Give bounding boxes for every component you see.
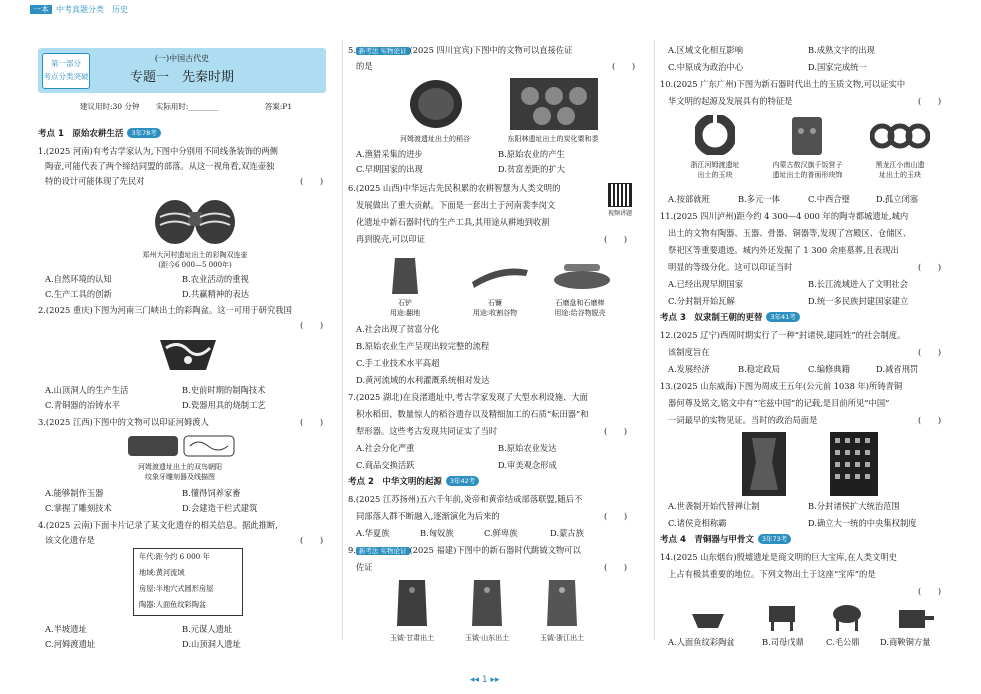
option-c[interactable]: C.青铜器的冶铸水平 <box>45 400 121 410</box>
q1-text: 特的设计可能体现了先民对 <box>45 176 145 186</box>
figure-caption: 址出土的玉玦 <box>879 171 921 179</box>
option-a[interactable]: A.已经出现早期国家 <box>668 279 744 289</box>
card-line: 房屋:半地穴式圆形房屋 <box>139 584 214 593</box>
figure-caption: 用途:给谷物脱壳 <box>554 309 606 317</box>
figure-caption: 用途:翻地 <box>389 309 421 317</box>
option-a[interactable]: A.人面鱼纹彩陶盆 <box>668 637 735 647</box>
maogong-ding-image <box>830 602 864 632</box>
page-header <box>30 4 128 15</box>
option-a[interactable]: A.渔猎采集的进步 <box>356 149 423 159</box>
option-d[interactable]: D.减省刑罚 <box>876 364 919 374</box>
option-a[interactable]: A.社会分化严重 <box>356 443 415 453</box>
stone-shovel-image <box>390 256 420 296</box>
section-heading-3: 考点 3 奴隶制王朝的更替 3年41考 <box>660 312 800 324</box>
q6-text: 6.(2025 山西)中华远古先民积累的农耕智慧为人类文明的 <box>348 183 561 193</box>
answer-paren: ( ) <box>604 562 628 572</box>
option-c[interactable]: C.河姆渡遗址 <box>45 639 96 649</box>
q10-text: 华文明的起源及发展具有的特征是 <box>668 96 793 106</box>
option-b[interactable]: B.稳定政局 <box>738 364 780 374</box>
option-c[interactable]: C.毛公鼎 <box>826 637 860 647</box>
figure-caption: 遗址出土的普面形玦饰 <box>772 171 843 179</box>
option-c[interactable]: C.生产工具的创新 <box>45 289 112 299</box>
q6-text: 发展做出了重大贡献。下面是一套出土于河南裴李岗文 <box>356 200 556 210</box>
option-c[interactable]: C.手工业技术水平高超 <box>356 358 440 368</box>
q11-text: 祭祀区等重要遗迹。城内外还发掘了 1 300 余座墓葬,且表现出 <box>668 245 899 255</box>
q6-text: 再到脱壳,可以印证 <box>356 234 426 244</box>
option-b[interactable]: B.匈奴族 <box>420 528 454 538</box>
column-divider <box>342 40 343 640</box>
qr-code[interactable] <box>608 183 632 207</box>
option-a[interactable]: A.半坡遗址 <box>45 624 87 634</box>
q8-text: 8.(2025 江苏扬州)五六千年前,炎帝和黄帝结成部落联盟,随后不 <box>348 494 583 504</box>
inscription-rubbing-image <box>830 432 878 496</box>
q4-text: 4.(2025 云南)下面卡片记录了某文化遗存的相关信息。据此推断, <box>38 520 278 530</box>
answer-paren: ( ) <box>918 415 942 425</box>
option-a[interactable]: A.能够制作玉器 <box>45 488 104 498</box>
option-a[interactable]: A.华夏族 <box>356 528 390 538</box>
section-pill: 3年41考 <box>766 312 799 322</box>
option-a[interactable]: A.山顶洞人的生产生活 <box>45 385 129 395</box>
option-a[interactable]: A.区域文化相互影响 <box>668 45 744 55</box>
option-b[interactable]: B.原始农业发达 <box>498 443 557 453</box>
option-b[interactable]: B.原始农业生产呈现出较完整的流程 <box>356 341 490 351</box>
q12-text: 12.(2025 辽宁)西周时期实行了一种“封诸侯,建同姓”的社会制度。 <box>660 330 906 340</box>
answer-paren: ( ) <box>918 347 942 357</box>
section-heading-1: 考点 1 原始农耕生活 3年78考 <box>38 128 161 140</box>
option-b[interactable]: B.多元一体 <box>738 194 780 204</box>
q5-text: 5. 新考法 实物论证 (2025 四川宜宾)下图中的文物可以直接佐证 <box>348 45 573 55</box>
option-b[interactable]: B.史前时期的制陶技术 <box>182 385 266 395</box>
figure-caption: 河姆渡遗址出土的双鸟朝阳 <box>138 463 222 471</box>
option-c[interactable]: C.诸侯竞相称霸 <box>668 518 727 528</box>
banner-title: 专题一 先秦时期 <box>129 70 234 85</box>
q8-text: 同部落人群不断融入,逐渐演化为后来的 <box>356 511 500 521</box>
option-b[interactable]: B.原始农业的产生 <box>498 149 565 159</box>
millet-image <box>510 78 598 130</box>
option-c[interactable]: C.分封制开始瓦解 <box>668 296 735 306</box>
option-d[interactable]: D.审美观念形成 <box>498 460 557 470</box>
answer-paren: ( ) <box>300 320 324 330</box>
info-card <box>133 548 243 616</box>
q6-text: 化遗址中新石器时代的生产工具,其用途从耕地到收割 <box>356 217 550 227</box>
new-method-tag: 新考法 实物论证 <box>356 47 410 55</box>
q7-text: 积水稻田、数量惊人的稻谷遗存以及精细加工的石质“耘田器”和 <box>356 409 589 419</box>
q11-text: 明显的等级分化。这可以印证当时 <box>668 262 793 272</box>
q9-text: 9. 新考法 实物论证 (2025 福建)下图中的新石器时代跳钺文物可以 <box>348 545 581 555</box>
q2-text: 2.(2025 重庆)下图为河南三门峡出土的彩陶盆。这一可用于研究我国 <box>38 305 292 315</box>
option-d[interactable]: D.山顶洞人遗址 <box>182 639 241 649</box>
meta-line <box>80 101 330 112</box>
option-d[interactable]: D.黄河流域的水利灌溉系统相对发达 <box>356 375 490 385</box>
figure-caption: 玉钺·甘肃出土 <box>389 634 435 642</box>
option-d[interactable]: D.贫富差距的扩大 <box>498 164 566 174</box>
option-c[interactable]: C.中原成为政治中心 <box>668 62 744 72</box>
figure-caption: 浙江河姆渡遗址 <box>690 161 740 169</box>
option-d[interactable]: D.共赢精神的表达 <box>182 289 250 299</box>
q11-text: 11.(2025 四川泸州)距今约 4 300—4 000 年的陶寺都城遗址,城内 <box>660 211 909 221</box>
figure-caption: 黑龙江小南山遗 <box>875 161 925 169</box>
option-c[interactable]: C.早期国家的出现 <box>356 164 423 174</box>
answer-paren: ( ) <box>604 511 628 521</box>
jade-axe-image <box>470 578 504 628</box>
option-c[interactable]: C.掌握了雕刻技术 <box>45 503 112 513</box>
new-method-tag: 新考法 实物论证 <box>356 547 410 555</box>
q1-text: 1.(2025 河南)有考古学家认为,下图中分别用不同线条装饰的两侧 <box>38 146 278 156</box>
figure-caption: 用途:收割谷物 <box>472 309 518 317</box>
jade-face-image <box>790 115 824 157</box>
q14-text: 14.(2025 山东烟台)殷墟遗址是商文明的巨大宝库,在人类文明史 <box>660 552 897 562</box>
option-b[interactable]: B.农业活动的重视 <box>182 274 249 284</box>
card-line: 年代:距今约 6 000 年 <box>139 552 210 561</box>
millstone-image <box>552 258 612 292</box>
qr-label: 视频讲题 <box>607 210 632 217</box>
option-b[interactable]: B.成熟文字的出现 <box>808 45 875 55</box>
option-d[interactable]: D.会建造干栏式建筑 <box>182 503 258 513</box>
q9-text: 佐证 <box>356 562 373 572</box>
option-c[interactable]: C.商品交换活跃 <box>356 460 415 470</box>
option-d[interactable]: D.瓷器用具的烧制工艺 <box>182 400 266 410</box>
rice-grains-image <box>408 78 464 130</box>
figure-caption: 玉钺·浙江出土 <box>539 634 585 642</box>
figure-caption: 河姆渡遗址出土的稻谷 <box>400 135 470 143</box>
jade-ring-image <box>695 115 735 155</box>
figure-caption: 石镰 <box>488 299 502 307</box>
he-zun-vessel-image <box>742 432 786 496</box>
figure-caption: 内蒙古敖汉旗千饭营子 <box>772 161 843 169</box>
figure-caption: 纹象牙雕刻器及线描图 <box>145 473 215 481</box>
stone-sickle-image <box>470 262 530 290</box>
option-a[interactable]: A.自然环境的认知 <box>45 274 112 284</box>
column-divider <box>654 40 655 640</box>
section-heading-4: 考点 4 青铜器与甲骨文 3年73考 <box>660 534 791 546</box>
option-d[interactable]: D.孤立闭塞 <box>876 194 919 204</box>
option-b[interactable]: B.懂得饲养家畜 <box>182 488 241 498</box>
answer-paren: ( ) <box>300 535 324 545</box>
figure-caption: 出土的玉玦 <box>697 171 733 179</box>
answer-paren: ( ) <box>918 262 942 272</box>
q3-text: 3.(2025 江西)下图中的文物可以印证河姆渡人 <box>38 417 209 427</box>
answer-paren: ( ) <box>612 61 636 71</box>
option-c[interactable]: C.中西合璧 <box>808 194 850 204</box>
section-pill: 3年73考 <box>758 534 791 544</box>
part-badge: 第一部分 考点分类突破 <box>42 53 90 89</box>
figure-caption: 石磨盘和石磨棒 <box>555 299 605 307</box>
q13-text: 器何尊及铭文,铭文中有“宅兹中国”的记载,是目前所见“中国” <box>668 398 890 408</box>
painted-basin-image <box>158 336 218 372</box>
header-badge: 一本 <box>30 5 52 14</box>
q7-text: 7.(2025 湖北)在良渚遗址中,考古学家发现了大型水利设施、大面 <box>348 392 588 402</box>
answer-paren: ( ) <box>604 426 628 436</box>
option-c[interactable]: C.编修典籍 <box>808 364 850 374</box>
figure-caption: 郑州大河村遗址出土的彩陶双连壶 <box>142 251 248 259</box>
shang-yang-measure-image <box>895 606 935 630</box>
q10-text: 10.(2025 广东广州)下图为新石器时代出土的玉质文物,可以证实中 <box>660 79 906 89</box>
option-c[interactable]: C.鲜卑族 <box>484 528 518 538</box>
q4-text: 该文化遗存是 <box>45 535 95 545</box>
suggested-time: 建议用时:30 分钟 <box>80 102 140 111</box>
header-text: 中考真题分类 历史 <box>56 5 128 14</box>
option-d[interactable]: D.统一多民族封建国家建立 <box>808 296 909 306</box>
option-a[interactable]: A.世袭制开始代替禅让制 <box>668 501 760 511</box>
answer-paren: ( ) <box>918 586 942 596</box>
jade-axe-image <box>545 578 579 628</box>
card-line: 地域:黄河流域 <box>139 568 185 577</box>
answer-paren: ( ) <box>918 96 942 106</box>
jade-rings-image <box>870 118 930 154</box>
option-b[interactable]: B.元谋人遗址 <box>182 624 233 634</box>
option-a[interactable]: A.社会出现了贫富分化 <box>356 324 440 334</box>
figure-caption: 玉钺·山东出土 <box>464 634 510 642</box>
simuwu-ding-image <box>765 602 799 632</box>
jade-axe-image <box>395 578 429 628</box>
answer-paren: ( ) <box>604 234 628 244</box>
option-d[interactable]: D.国家完成统一 <box>808 62 867 72</box>
section-pill: 3年42考 <box>446 476 479 486</box>
figure-caption: 石铲 <box>398 299 412 307</box>
option-d[interactable]: D.确立大一统的中央集权制度 <box>808 518 917 528</box>
figure-caption: (距今6 000—5 000年) <box>158 261 232 269</box>
card-line: 陶器:人面鱼纹彩陶盆 <box>139 600 207 609</box>
section-pill: 3年78考 <box>127 128 160 138</box>
banner-subtitle: (一)中国古代史 <box>154 54 210 63</box>
ivory-carving-image <box>128 432 236 460</box>
option-d[interactable]: D.商鞅铜方量 <box>880 637 931 647</box>
option-a[interactable]: A.按部就班 <box>668 194 710 204</box>
q1-text: 陶壶,可能代表了两个缔结同盟的部落。从这一视角看,双连壶独 <box>45 161 275 171</box>
double-pot-image <box>150 192 240 247</box>
option-d[interactable]: D.蒙古族 <box>550 528 584 538</box>
q5-text: 的是 <box>356 61 373 71</box>
q11-text: 出土的文物有陶器、玉器、骨器、铜器等,发现了宫殿区、仓储区、 <box>668 228 912 238</box>
q14-text: 上占有极其重要的地位。下列文物出土于这座“宝库”的是 <box>668 569 876 579</box>
page-number: ◂◂ 1 ▸▸ <box>470 675 500 685</box>
topic-banner <box>38 48 326 93</box>
answer-page: 答案:P1 <box>264 102 293 111</box>
actual-time: 实际用时:________ <box>155 102 219 111</box>
option-b[interactable]: B.分封诸侯扩大统治范围 <box>808 501 900 511</box>
option-b[interactable]: B.长江流域进入了文明社会 <box>808 279 909 289</box>
q13-text: 一词最早的实物见证。当时的政治局面是 <box>668 415 818 425</box>
option-a[interactable]: A.发展经济 <box>668 364 710 374</box>
option-b[interactable]: B.司母戊鼎 <box>762 637 804 647</box>
painted-basin-image <box>690 610 726 630</box>
answer-paren: ( ) <box>300 176 324 186</box>
q12-text: 该制度旨在 <box>668 347 710 357</box>
answer-paren: ( ) <box>300 417 324 427</box>
figure-caption: 东阳林遗址出土的炭化粟和黍 <box>507 135 599 143</box>
section-heading-2: 考点 2 中华文明的起源 3年42考 <box>348 476 479 488</box>
q7-text: 犁形器。这些考古发现共同证实了当时 <box>356 426 498 436</box>
q13-text: 13.(2025 山东威海)下图为周成王五年(公元前 1038 年)所铸青铜 <box>660 381 903 391</box>
